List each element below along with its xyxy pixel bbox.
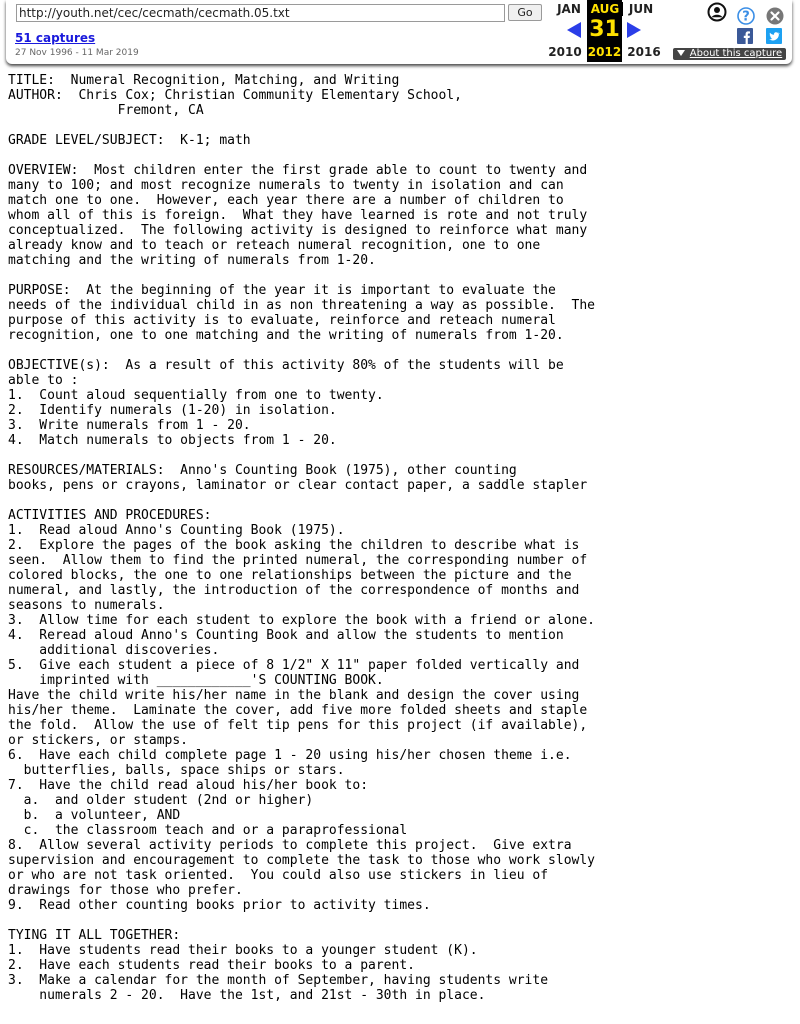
month-next-label[interactable]: JUN (628, 2, 654, 16)
document-text: TITLE: Numeral Recognition, Matching, and Writing AUTHOR: Chris Cox; Christian Community Elementary School, Fremont, CA GRADE LEVEL/SUBJECT: K-1; math OVERVIEW: Most children enter the first grade able to count to twenty and many to 100; and most recognize numerals to twenty in isolation and can match one to one. However, each year there are a number of children to whom all of this is foreign. What they have learned is rote and not truly conceptualized. The following activity is designed to reinforce what many already know and to teach or reteach numeral recognition, one to one matching and the writing of numerals from 1-20. PURPOSE: At the beginning of the year it is important to evaluate the needs of the individual child in as non threatening a way as possible. The purpose of this activity is to evaluate, reinforce and reteach numeral recognition, one to one matching and the writing of numerals from 1-20. OBJECTIVE(s): As a result of this activity 80% of the students will be able to : 1. Count aloud sequentially from one to twenty. 2. Identify numerals (1-20) in isolation. 3. Write numerals from 1 - 20. 4. Match numerals to objects from 1 - 20. RESOURCES/MATERIALS: Anno's Counting Book (1975), other counting books, pens or crayons, laminator or clear contact paper, a saddle stapler ACTIVITIES AND PROCEDURES: 1. Read aloud Anno's Counting Book (1975). 2. Explore the pages of the book asking the children to describe what is seen. Allow them to find the printed numeral, the corresponding number of colored blocks, the one to one relationships between the picture and the numeral, and lastly, the introduction of the correspondence of months and seasons to numerals. 3. Allow time for each student to explore the book with a friend or alone. 4. Reread aloud Anno's Counting Book and allow the students to mention additional discoveries. 5. Give each student a piece of 8 1/2" X 11" paper folded vertically and imprinted with ____________'S COUNTING BOOK. Have the child write his/her name in the blank and design the cover using his/her theme. Laminate the cover, add five more folded sheets and staple the fold. Allow the use of felt tip pens for this project (if available), or stickers, or stamps. 6. Have each child complete page 1 - 20 using his/her chosen theme i.e. butterflies, balls, space ships or stars. 7. Have the child read aloud his/her book to: a. and older student (2nd or higher) b. a volunteer, AND c. the classroom teach and or a paraprofessional 8. Allow several activity periods to complete this project. Give extra supervision and encouragement to complete the task to those who work slowly or who are not task oriented. You could also use stickers in lieu of drawings for those who prefer. 9. Read other counting books prior to activity times. TYING IT ALL TOGETHER: 1. Have students read their books to a younger student (K). 2. Have each students read their books to a parent. 3. Make a calendar for the month of September, having students write numerals 2 - 20. Have the 1st, and 21st - 30th in place. (8, 73, 595, 1003)
facebook-icon[interactable] (737, 28, 753, 48)
month-current-label: AUG (587, 2, 623, 16)
captures-link[interactable]: 51 captures (15, 31, 96, 45)
year-prev-label[interactable]: 2010 (548, 45, 582, 59)
capture-date-range: 27 Nov 1996 - 11 Mar 2019 (15, 48, 139, 58)
month-prev-label[interactable]: JAN (557, 2, 581, 16)
twitter-icon[interactable] (766, 28, 782, 48)
help-icon[interactable] (736, 6, 756, 30)
year-next-label[interactable]: 2016 (627, 45, 661, 59)
arrow-right-icon[interactable] (627, 22, 641, 38)
user-icon[interactable] (707, 2, 727, 26)
about-capture-label: About this capture (689, 48, 783, 59)
wayback-toolbar (6, 0, 792, 64)
day-current-label: 31 (589, 17, 620, 42)
url-input[interactable] (16, 4, 505, 22)
svg-text:?: ? (742, 9, 750, 25)
about-capture-button[interactable] (673, 48, 786, 60)
triangle-down-icon (677, 50, 685, 56)
arrow-left-icon[interactable] (567, 22, 581, 38)
go-button[interactable]: Go (508, 4, 542, 21)
close-icon[interactable] (765, 6, 785, 30)
year-current-label: 2012 (587, 45, 622, 59)
